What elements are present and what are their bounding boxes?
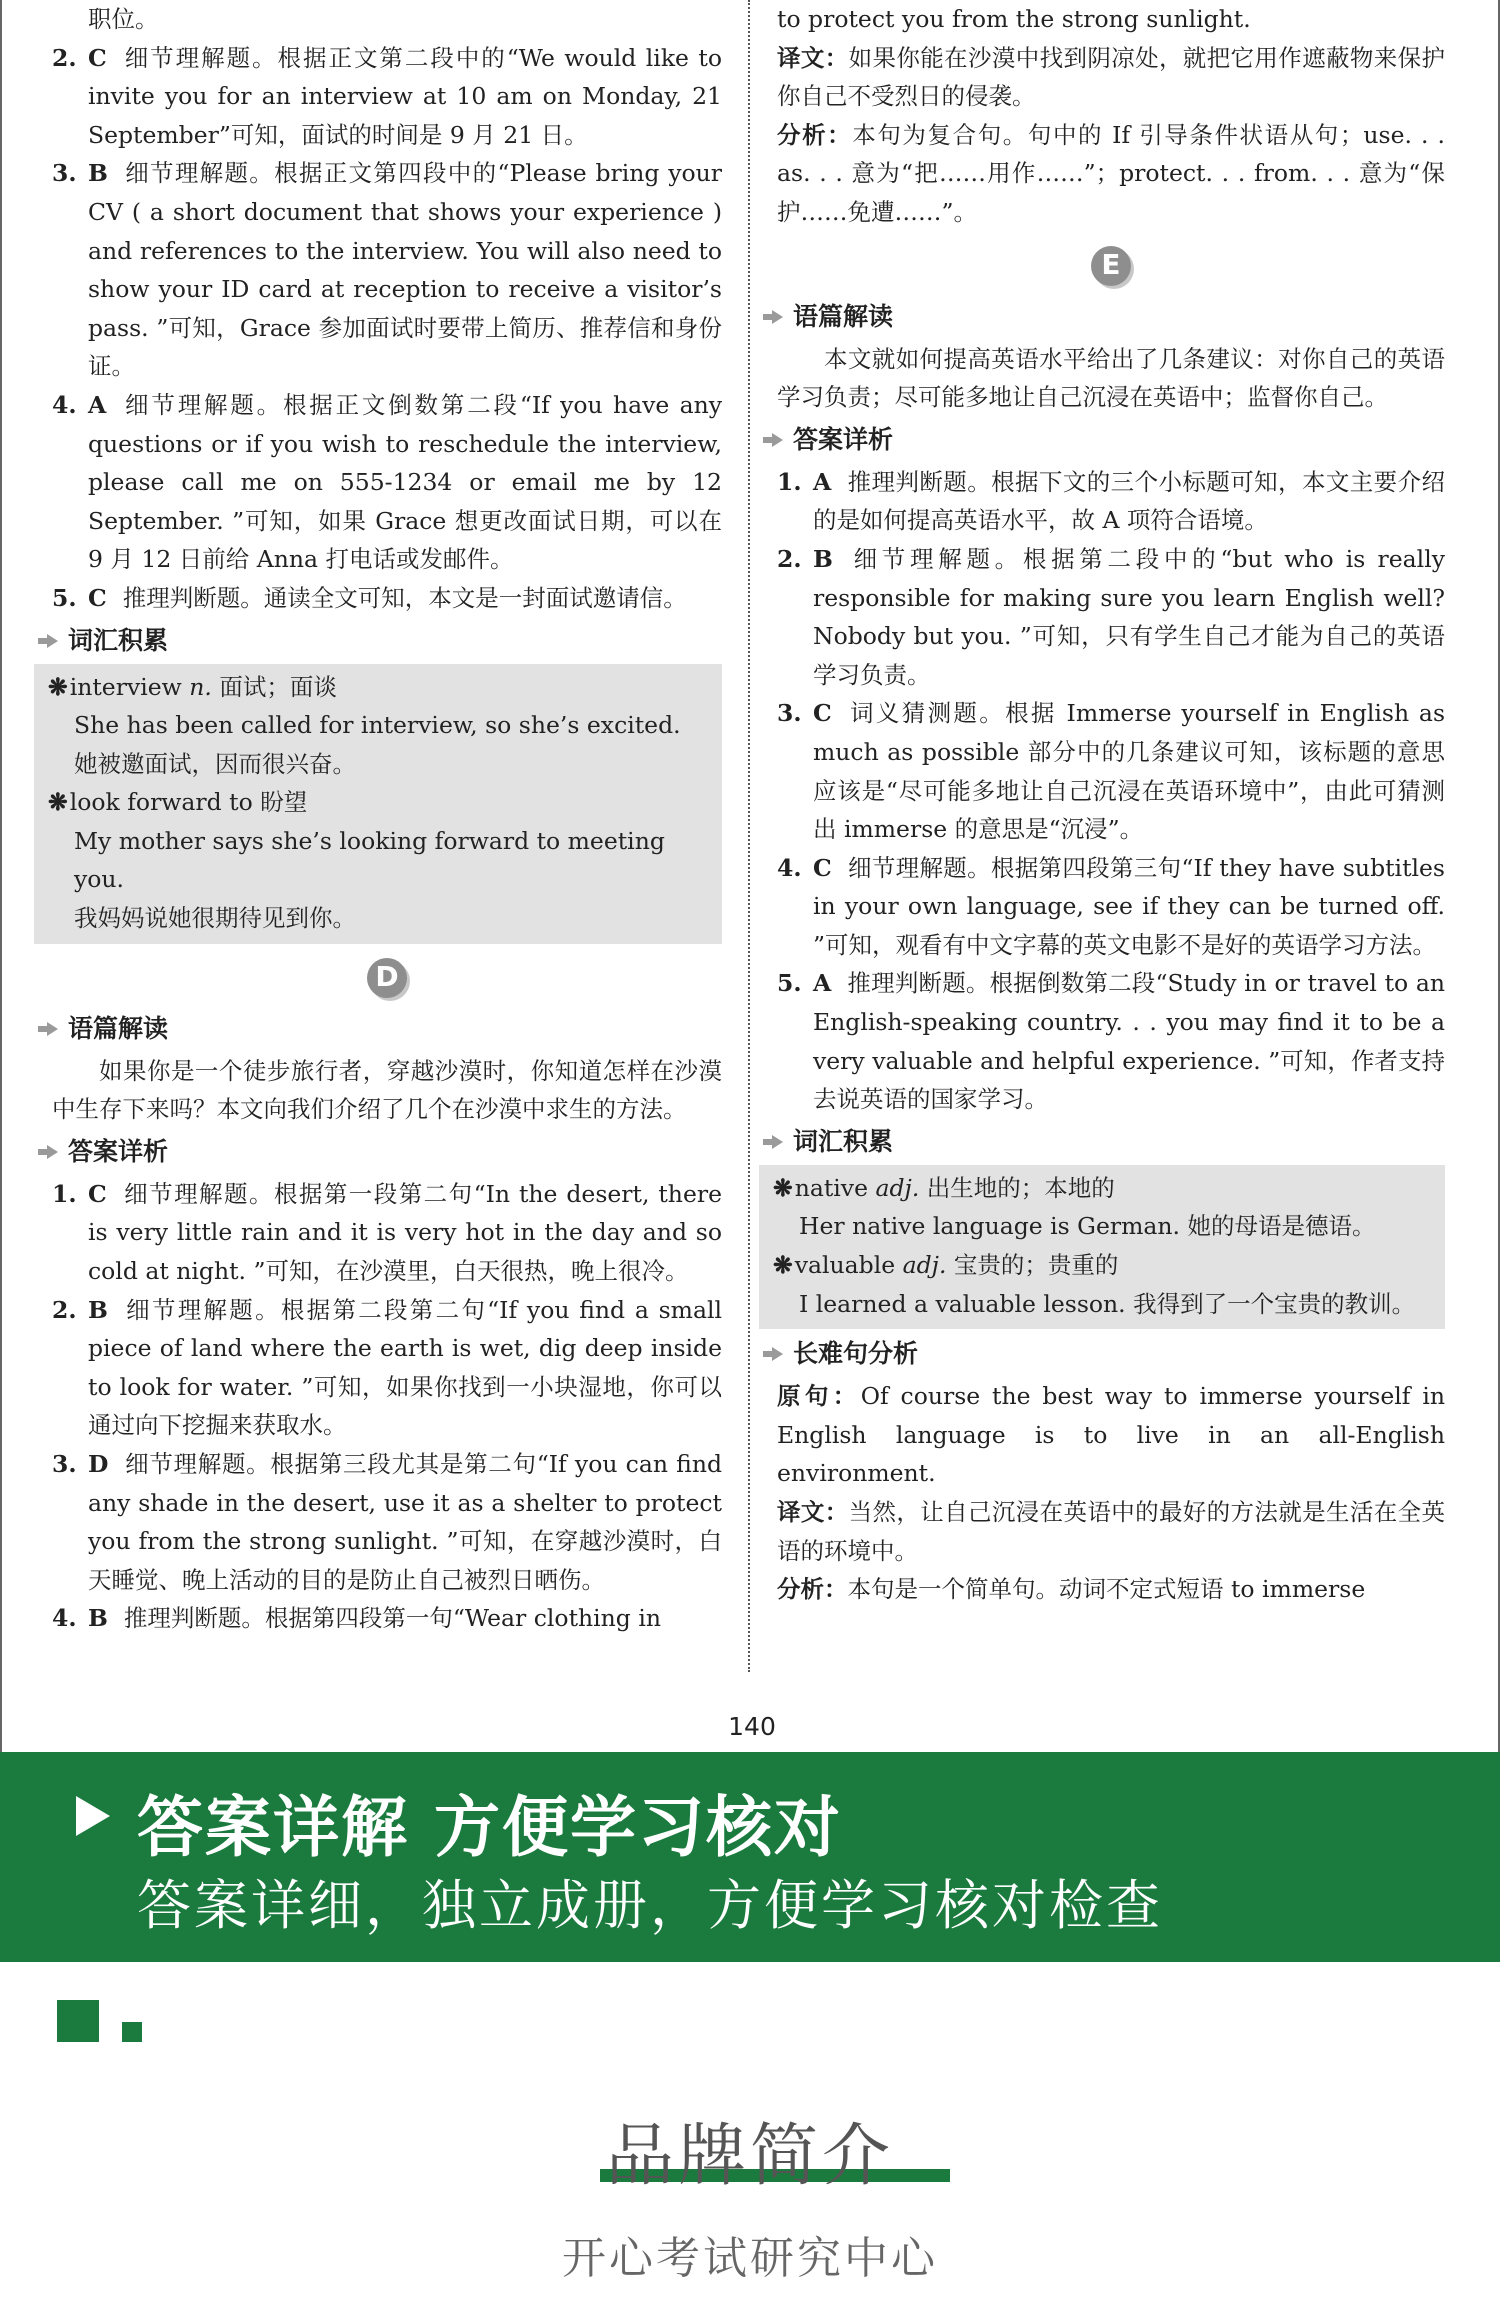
answer-item — [777, 694, 1445, 848]
original-label: 原句： — [777, 1382, 861, 1411]
translation-text: 如果你能在沙漠中找到阴凉处，就把它用作遮蔽物来保护你自己不受烈日的侵袭。 — [777, 43, 1446, 111]
right-column — [773, 0, 1446, 1609]
translation-text: 当然，让自己沉浸在英语中的最好的方法就是生活在全英语的环境中。 — [777, 1498, 1446, 1565]
square-large-icon — [57, 2000, 99, 2042]
answer-item — [777, 964, 1445, 1118]
arrow-icon — [763, 1347, 785, 1361]
original-sentence — [777, 1377, 1445, 1493]
item-number: 2. — [777, 544, 802, 573]
vocab-meaning: 宝贵的；贵重的 — [953, 1251, 1119, 1280]
arrow-icon — [38, 1145, 60, 1159]
item-text: 推理判断题。通读全文可知，本文是一封面试邀请信。 — [122, 583, 687, 612]
answer-item — [52, 1175, 722, 1291]
reading-text: 如果你是一个徒步旅行者，穿越沙漠时，你知道怎样在沙漠中生存下来吗？本文向我们介绍了几个在沙漠中求生的方法。 — [52, 1056, 722, 1124]
reading-heading-label: 语篇解读 — [793, 301, 894, 331]
item-text: 词义猜测题。根据 Immerse yourself in English as much as possible 部分中的几条建议可知，该标题的意思应该是“尽可能多地让自己沉浸在英语环境中”，由此可猜测出 immerse 的意思是“沉浸”。 — [813, 699, 1445, 844]
answer-item — [777, 463, 1445, 540]
answer-item — [52, 1291, 722, 1445]
vocab-example: I learned a valuable lesson. 我得到了一个宝贵的教训。 — [799, 1289, 1416, 1318]
item-text: 细节理解题。根据正文倒数第二段“If you have any questions or if you wish to reschedule the interview, please call me on 555-1234 or email me by 12 September. ”可知，如果 Grace 想更改面试日期，可以在 9 月 12 日前给 Anna 打电话或发邮件。 — [88, 390, 722, 574]
answer-item — [777, 849, 1445, 965]
answers-heading-label: 答案详析 — [793, 424, 894, 454]
item-text: 细节理解题。根据正文第四段中的“Please bring your CV ( a short document that shows your experience ) and references to the interview. You will also need to show your ID card at reception to receive a visitor’s pass. ”可知，Grace 参加面试时要带上简历、推荐信和身份证。 — [88, 159, 722, 381]
square-small-icon — [122, 2022, 142, 2042]
vocab-entry — [48, 668, 708, 707]
answers-heading — [763, 421, 1445, 459]
reading-heading-label: 语篇解读 — [68, 1013, 169, 1043]
answer-item — [52, 386, 722, 579]
play-icon — [76, 1796, 110, 1836]
vocab-meaning: 出生地的；本地的 — [926, 1173, 1115, 1202]
item-answer: B — [813, 544, 833, 573]
item-answer: A — [88, 390, 107, 419]
item-text: 细节理解题。根据第一段第二句“In the desert, there is very little rain and it is very hot in the day and so cold at night. ”可知，在沙漠里，白天很热，晚上很冷。 — [88, 1179, 722, 1286]
passage-badge-e: E — [1091, 246, 1131, 286]
sentence-heading-label: 长难句分析 — [793, 1339, 919, 1369]
item-text: 细节理解题。根据第二段第二句“If you find a small piece of land where the earth is wet, dig deep inside to look for water. ”可知，如果你找到一小块湿地，你可以通过向下挖掘来获取水。 — [88, 1295, 722, 1440]
reading-heading — [763, 298, 1445, 336]
answers-d — [52, 1175, 722, 1638]
translation-label: 译文： — [777, 1498, 849, 1526]
answer-item — [52, 39, 722, 155]
vocab-word: valuable — [794, 1251, 896, 1280]
star-icon: ❋ — [48, 672, 68, 701]
vocab-heading-label: 词汇积累 — [793, 1126, 894, 1156]
item-text: 细节理解题。根据正文第二段中的“We would like to invite you for an interview at 10 am on Monday, 21 September”可知，面试的时间是 9 月 21 日。 — [88, 43, 722, 149]
arrow-icon — [763, 310, 785, 324]
arrow-icon — [38, 1022, 60, 1036]
vocab-meaning: 盼望 — [260, 788, 308, 817]
arrow-icon — [763, 1135, 785, 1149]
answer-item — [52, 579, 722, 618]
item-number: 2. — [52, 1295, 77, 1324]
vocab-pos: adj. — [875, 1173, 920, 1202]
brand-subtitle: 开心考试研究中心 — [562, 2233, 938, 2284]
vocab-word: native — [794, 1173, 868, 1202]
item-number: 3. — [52, 159, 77, 188]
item-number: 5. — [52, 583, 77, 612]
vocab-example-en: My mother says she’s looking forward to meeting you. — [74, 826, 665, 894]
analysis — [777, 116, 1445, 232]
item-answer: C — [88, 43, 107, 72]
original-text: Of course the best way to immerse yourself in English language is to live in an all-English environment. — [777, 1382, 1446, 1488]
analysis-text: 本句为复合句。句中的 If 引导条件状语从句；use. . . as. . . 意为“把……用作……”；protect. . . from. . . 意为“保护……免遭……”。 — [777, 120, 1446, 226]
item-answer: A — [813, 467, 832, 496]
vocab-word: look forward to — [69, 788, 253, 817]
column-divider — [748, 0, 750, 1672]
vocab-example-cn: 她被邀面试，因而很兴奋。 — [74, 749, 356, 778]
item-number: 1. — [52, 1179, 77, 1208]
answer-item — [52, 1445, 722, 1599]
item-text: 推理判断题。根据倒数第二段“Study in or travel to an English-speaking country. . . you may find it to be a very valuable and helpful experience. ”可知，作者支持去说英语的国家学习。 — [813, 969, 1445, 1114]
item-number: 2. — [52, 43, 77, 72]
analysis-text: 本句是一个简单句。动词不定式短语 to immerse — [847, 1575, 1366, 1604]
answer-item — [52, 1599, 722, 1638]
left-column — [48, 0, 722, 1638]
vocab-pos: n. — [189, 672, 212, 701]
banner-title: 答案详解 方便学习核对 — [137, 1789, 842, 1866]
arrow-icon — [38, 634, 60, 648]
item-number: 4. — [52, 1604, 77, 1633]
vocab-heading — [38, 622, 722, 660]
vocab-entry — [773, 1246, 1431, 1285]
analysis-label: 分析： — [777, 1575, 848, 1604]
sentence-heading — [763, 1335, 1445, 1373]
item-number: 3. — [52, 1450, 77, 1478]
item-number: 4. — [52, 390, 77, 419]
star-icon: ❋ — [48, 788, 68, 817]
analysis-label: 分析： — [777, 120, 853, 149]
vocab-meaning: 面试；面谈 — [219, 672, 337, 701]
vocab-entry — [773, 1169, 1431, 1208]
item-text: 推理判断题。根据下文的三个小标题可知，本文主要介绍的是如何提高英语水平，故 A 项符合语境。 — [813, 467, 1445, 535]
item-answer: C — [813, 699, 832, 728]
item-answer: D — [88, 1450, 109, 1478]
item-answer: B — [88, 1295, 108, 1324]
lead-text: 职位。 — [88, 5, 159, 33]
sentence-translation — [777, 1493, 1445, 1570]
item-number: 3. — [777, 699, 802, 728]
item-number: 5. — [777, 969, 802, 998]
vocab-entry — [48, 783, 708, 822]
lead-text: to protect you from the strong sunlight. — [777, 5, 1251, 33]
item-answer: C — [813, 853, 832, 882]
page-number: 140 — [728, 1712, 776, 1741]
vocab-word: interview — [69, 672, 182, 701]
vocab-box — [34, 664, 722, 944]
item-text: 细节理解题。根据第四段第三句“If they have subtitles in your own language, see if they can be turned off. ”可知，观看有中文字幕的英文电影不是好的英语学习方法。 — [813, 853, 1445, 959]
arrow-icon — [763, 433, 785, 447]
item-number: 4. — [777, 853, 802, 882]
answers-heading — [38, 1133, 722, 1171]
item-text: 细节理解题。根据第二段中的“but who is really responsible for making sure you learn English well? Nobody but you. ”可知，只有学生自己才能为自己的英语学习负责。 — [813, 544, 1445, 689]
vocab-example: Her native language is German. 她的母语是德语。 — [799, 1212, 1376, 1241]
answer-item — [52, 154, 722, 386]
passage-badge-d: D — [367, 958, 407, 998]
brand-title: 品牌简介 — [605, 2117, 894, 2196]
translation — [777, 39, 1445, 116]
vocab-box — [759, 1165, 1445, 1329]
vocab-heading — [763, 1123, 1445, 1161]
reading-heading — [38, 1010, 722, 1048]
item-number: 1. — [777, 467, 802, 496]
item-answer: C — [88, 583, 107, 612]
item-answer: B — [88, 1604, 108, 1633]
promo-banner — [0, 1752, 1500, 1962]
item-text: 推理判断题。根据第四段第一句“Wear clothing in — [123, 1604, 661, 1633]
star-icon: ❋ — [773, 1251, 793, 1280]
answers-heading-label: 答案详析 — [68, 1136, 169, 1166]
answers-e — [777, 463, 1445, 1119]
reading-text: 本文就如何提高英语水平给出了几条建议：对你自己的英语学习负责；尽可能多地让自己沉浸在英语中；监督你自己。 — [777, 344, 1445, 412]
answer-item — [777, 540, 1445, 694]
item-answer: A — [813, 969, 832, 998]
vocab-example-cn: 我妈妈说她很期待见到你。 — [74, 904, 356, 933]
item-answer: C — [88, 1179, 107, 1208]
item-text: 细节理解题。根据第三段尤其是第二句“If you can find any shade in the desert, use it as a shelter to protect you from the strong sunlight. ”可知，在穿越沙漠时，白天睡觉、晚上活动的目的是防止自己被烈日晒伤。 — [88, 1450, 722, 1594]
translation-label: 译文： — [777, 43, 849, 72]
sentence-analysis — [777, 1570, 1445, 1609]
answers-c — [52, 39, 722, 618]
vocab-pos: adj. — [902, 1251, 947, 1280]
vocab-heading-label: 词汇积累 — [68, 625, 169, 655]
vocab-example-en: She has been called for interview, so she’s excited. — [74, 711, 681, 740]
item-answer: B — [88, 159, 108, 188]
banner-subtitle: 答案详细，独立成册，方便学习核对检查 — [137, 1874, 1163, 1937]
star-icon: ❋ — [773, 1173, 793, 1202]
